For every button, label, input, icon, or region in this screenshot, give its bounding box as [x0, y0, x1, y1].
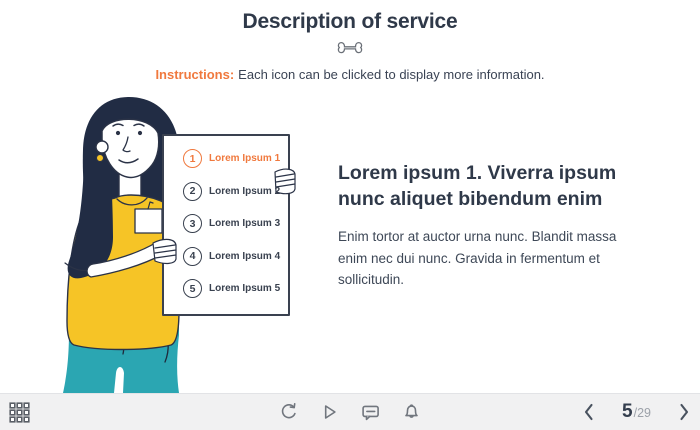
detail-panel — [338, 161, 633, 290]
menu-item-2[interactable] — [183, 182, 289, 201]
item-3-icon[interactable]: 3 — [183, 214, 202, 233]
instructions-text: Each icon can be clicked to display more information. — [238, 67, 545, 82]
item-5-icon[interactable]: 5 — [183, 279, 202, 298]
item-1-icon[interactable]: 1 — [183, 149, 202, 168]
menu-item-5[interactable] — [183, 279, 289, 298]
prev-button[interactable] — [582, 394, 596, 430]
comment-icon — [360, 401, 382, 423]
menu-board — [163, 135, 289, 315]
earring — [96, 154, 103, 161]
menu-item-3[interactable] — [183, 214, 289, 233]
toolbar — [0, 393, 700, 430]
replay-icon — [278, 401, 300, 423]
menu-grid-button[interactable] — [9, 394, 30, 430]
play-button[interactable] — [319, 394, 341, 430]
current-page: 5 — [622, 401, 633, 422]
replay-button[interactable] — [278, 394, 300, 430]
menu-item-1[interactable] — [183, 149, 289, 168]
play-icon — [319, 401, 341, 423]
page-title: Description of service — [242, 10, 458, 33]
bell-icon — [401, 401, 423, 423]
item-2-label: Lorem Ipsum 2 — [209, 185, 281, 197]
item-3-label: Lorem Ipsum 3 — [209, 218, 281, 229]
item-1-label: Lorem Ipsum 1 — [209, 153, 281, 164]
grid-icon — [9, 402, 30, 423]
instructions-label: Instructions: — [155, 67, 235, 82]
comments-button[interactable] — [360, 394, 382, 430]
menu-item-4[interactable] — [183, 247, 289, 266]
chevron-left-icon — [582, 402, 596, 422]
detail-heading: Lorem ipsum 1. Viverra ipsum nunc aliquet bibendum enim — [338, 162, 617, 210]
item-4-icon[interactable]: 4 — [183, 247, 202, 266]
total-pages: /29 — [633, 406, 651, 420]
notifications-button[interactable] — [401, 394, 423, 430]
item-4-label: Lorem Ipsum 4 — [209, 250, 281, 262]
item-2-icon[interactable]: 2 — [183, 182, 202, 201]
next-button[interactable] — [677, 394, 691, 430]
item-5-label: Lorem Ipsum 5 — [209, 283, 281, 294]
chevron-right-icon — [677, 402, 691, 422]
bone-icon — [0, 40, 700, 56]
detail-body: Enim tortor at auctor urna nunc. Blandit massa enim nec dui nunc. Gravida in fermentum et sollicitudin. — [338, 229, 617, 288]
instructions — [0, 67, 700, 82]
page-indicator — [622, 401, 651, 423]
